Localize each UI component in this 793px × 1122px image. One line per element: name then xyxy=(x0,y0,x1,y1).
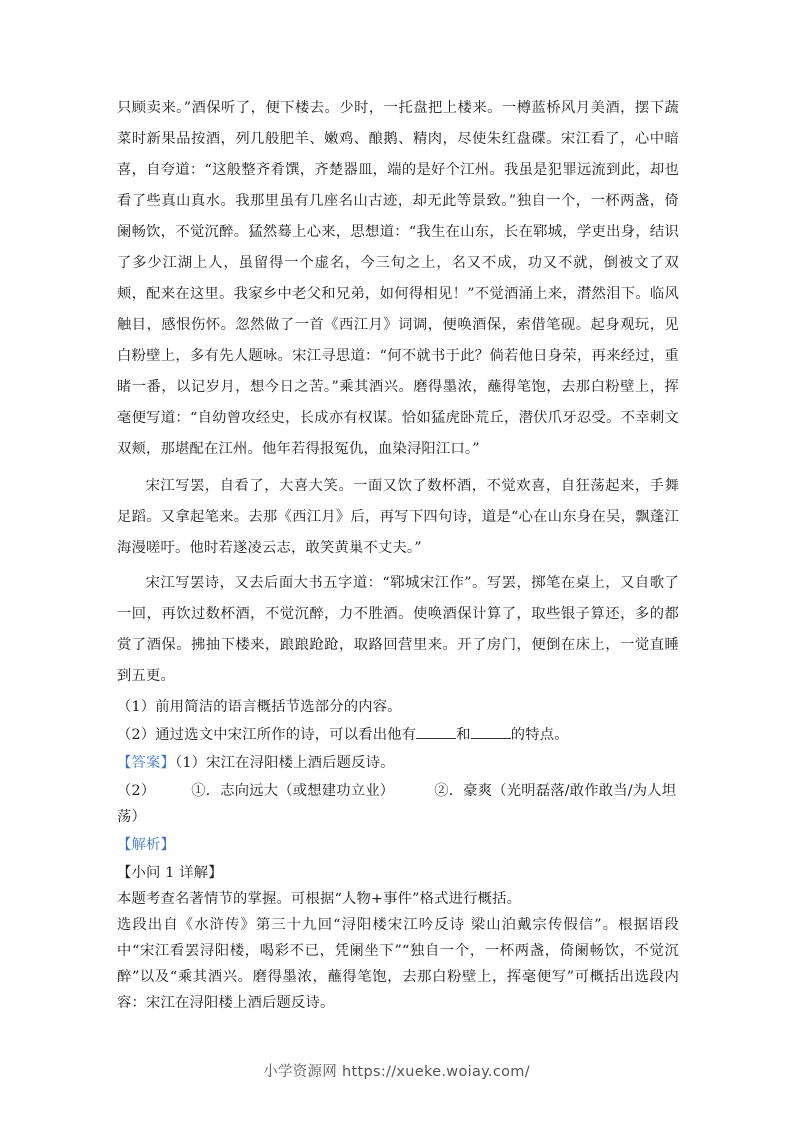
answer-part-2-item-2: ②．豪爽（光明磊落/敢作敢当/为人坦荡） xyxy=(117,783,677,825)
footer-watermark: 小学资源网 https://xueke.woiay.com/ xyxy=(263,1064,530,1080)
answer-blank-2 xyxy=(471,724,511,739)
question-2-text-after: 的特点。 xyxy=(510,727,569,743)
question-2-text-middle: 和 xyxy=(456,727,471,743)
answer-part-2-prefix: （2） xyxy=(117,783,156,799)
analysis-label xyxy=(117,832,679,858)
answer-part-2-item-1: ①．志向远大（或想建功立业） xyxy=(191,783,395,799)
question-1: （1）前用简洁的语言概括节选部分的内容。 xyxy=(117,699,402,715)
answer-label: 【答案】 xyxy=(117,755,175,771)
question-2 xyxy=(117,722,679,748)
answer-part-1-text: （1）宋江在浔阳楼上酒后题反诗。 xyxy=(175,755,395,771)
document-page xyxy=(117,93,679,1016)
analysis-line-2: 选段出自《水浒传》第三十九回“浔阳楼宋江吟反诗 梁山泊戴宗传假信”。根据语段中“宋江看罢浔阳楼，喝彩不已，凭阑坐下”“独自一个，一杯两盏，倚阑畅饮，不觉沉醉”以及“乘其酒兴。磨得墨浓，蘸得笔饱，去那白粉壁上，挥毫便写”可概括出选段内容：宋江在浔阳楼上酒后题反诗。 xyxy=(117,917,679,1011)
answer-part-2 xyxy=(117,778,679,830)
passage-paragraph-1: 只顾卖来。”酒保听了，便下楼去。少时，一托盘把上楼来。一樽蓝桥风月美酒，摆下蔬菜时新果品按酒，列几般肥羊、嫩鸡、酿鹅、精肉，尽使朱红盘碟。宋江看了，心中暗喜，自夸道：“这般整齐肴馔，齐楚器皿，端的是好个江州。我虽是犯罪远流到此，却也看了些真山真水。我那里虽有几座名山古迹，却无此等景致。”独自一个，一杯两盏，倚阑畅饮，不觉沉醉。猛然蓦上心来，思想道：“我生在山东，长在郓城，学吏出身，结识了多少江湖上人，虽留得一个虚名，今三旬之上，名又不成，功又不就，倒被文了双颊，配来在这里。我家乡中老父和兄弟，如何得相见！”不觉酒涌上来，潸然泪下。临风触目，感恨伤怀。忽然做了一首《西江月》词调，便唤酒保，索借笔砚。起身观玩，见白粉壁上，多有先人题咏。宋江寻思道：“何不就书于此？倘若他日身荣，再来经过，重睹一番，以记岁月，想今日之苦。”乘其酒兴。磨得墨浓，蘸得笔饱，去那白粉壁上，挥毫便写道：“自幼曾攻经史，长成亦有权谋。恰如猛虎卧荒丘，潜伏爪牙忍受。不幸刺文双颊，那堪配在江州。他年若得报冤仇，血染浔阳江口。” xyxy=(117,100,679,457)
question-2-text-before: （2）通过选文中宋江所作的诗，可以看出他有 xyxy=(117,727,417,743)
analysis-tag: 【解析】 xyxy=(117,837,175,853)
answer-part-1 xyxy=(117,750,679,776)
passage-paragraph-3: 宋江写罢诗，又去后面大书五字道：“郓城宋江作”。写罢，掷笔在桌上，又自歌了一回，再饮过数杯酒，不觉沉醉，力不胜酒。使唤酒保计算了，取些银子算还，多的都赏了酒保。拂抽下楼来，踉踉跄跄，取路回营里来。开了房门，便倒在床上，一觉直睡到五更。 xyxy=(117,575,679,684)
analysis-line-1: 本题考查名著情节的掌握。可根据“人物+事件”格式进行概括。 xyxy=(117,891,522,907)
passage-paragraph-2: 宋江写罢，自看了，大喜大笑。一面又饮了数杯酒，不觉欢喜，自狂荡起来，手舞足蹈。又拿起笔来。去那《西江月》后，再写下四句诗，道是“心在山东身在吴，飘蓬江海漫嗟吁。他时若遂凌云志，敢笑黄巢不丈夫。” xyxy=(117,478,679,556)
analysis-sub-heading: 【小问 1 详解】 xyxy=(117,865,223,881)
answer-blank-1 xyxy=(416,724,456,739)
